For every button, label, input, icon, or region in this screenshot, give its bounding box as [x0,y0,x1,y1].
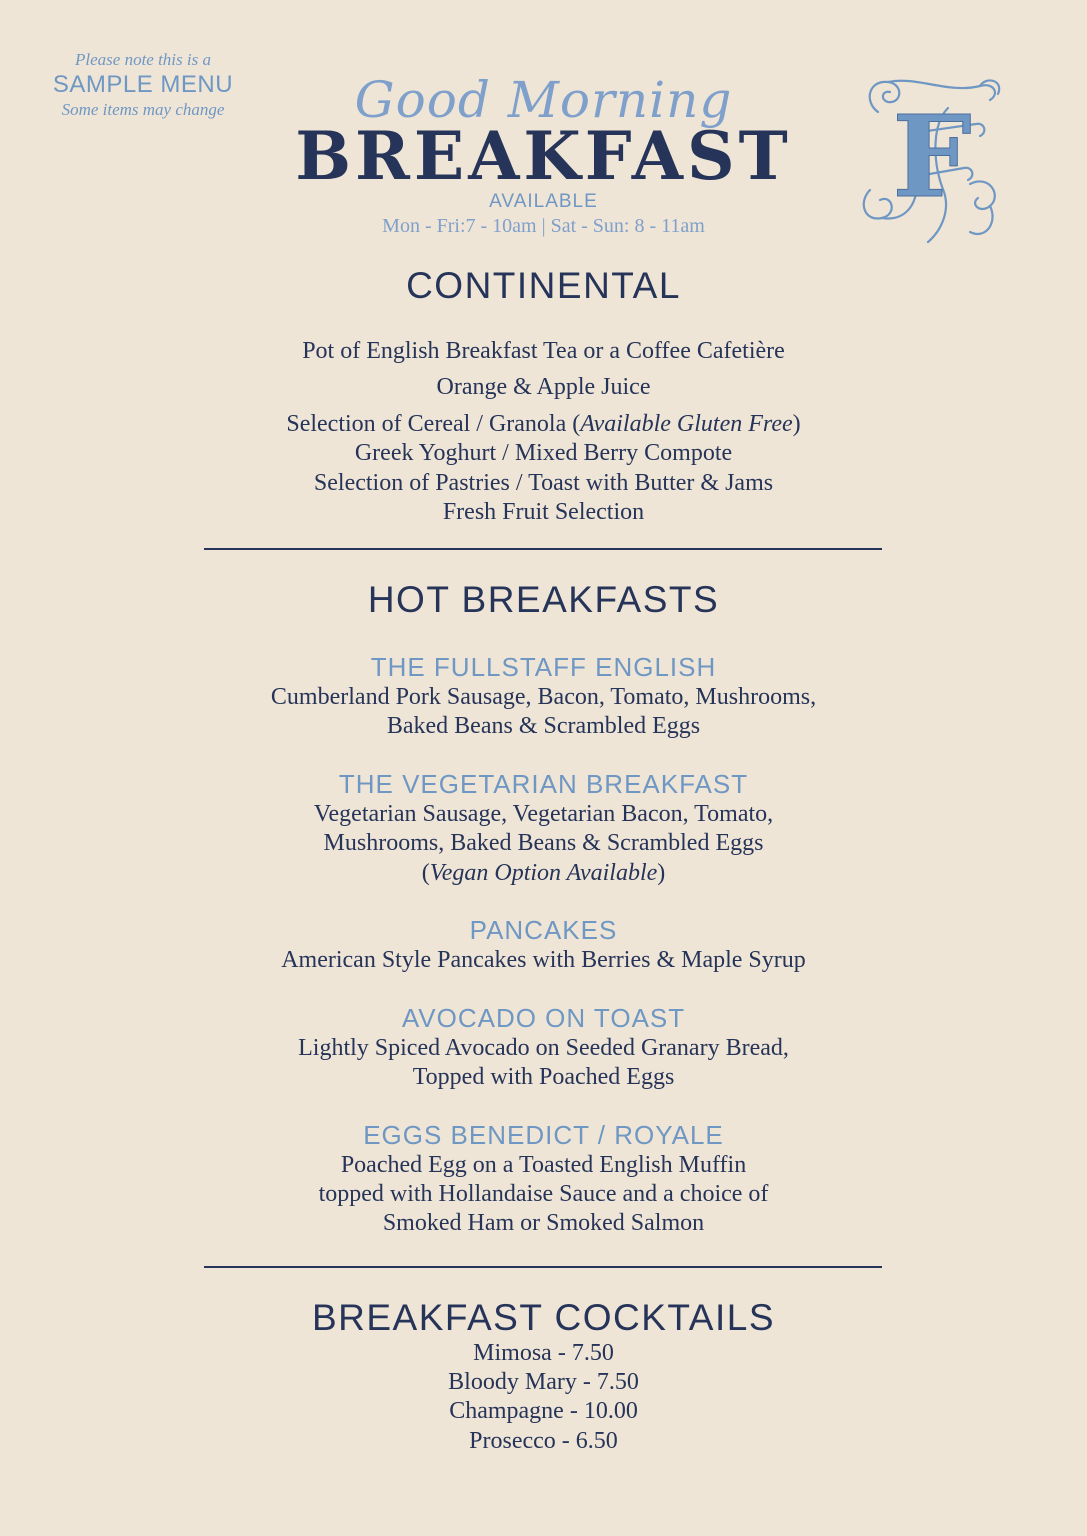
dish-pancakes-line-1: American Style Pancakes with Berries & Maple Syrup [281,947,806,973]
sample-note-title: SAMPLE MENU [52,71,234,98]
gluten-free-note: Available Gluten Free [580,411,793,437]
dish-pancakes-title: PANCAKES [469,915,618,945]
cocktail-item: Champagne - 10.00 [449,1398,638,1424]
monogram-letter: F [892,92,972,223]
dish-vegetarian-title: THE VEGETARIAN BREAKFAST [338,769,749,799]
sample-note-line-3: Some items may change [61,100,225,119]
cereal-close: ) [792,411,801,437]
continental-heading: CONTINENTAL [406,265,681,306]
dish-benedict-line-1: Poached Egg on a Toasted English Muffin [340,1152,747,1178]
cocktail-item: Bloody Mary - 7.50 [448,1369,639,1395]
script-heading: Good Morning [354,71,733,129]
hot-breakfasts-heading: HOT BREAKFASTS [367,579,720,620]
dish-benedict-title: EGGS BENEDICT / ROYALE [363,1120,724,1150]
continental-item-cereal [0,410,1087,439]
continental-item-yoghurt: Greek Yoghurt / Mixed Berry Compote [354,440,733,466]
continental-item-pastries: Selection of Pastries / Toast with Butter & Jams [313,470,774,496]
dish-vegetarian-vegan-note [0,859,1087,888]
dish-vegetarian-line-2: Mushrooms, Baked Beans & Scrambled Eggs [323,830,764,856]
continental-item-fruit: Fresh Fruit Selection [442,499,645,525]
dish-avocado-title: AVOCADO ON TOAST [401,1003,686,1033]
cocktail-item: Prosecco - 6.50 [469,1428,618,1454]
cocktails-heading: BREAKFAST COCKTAILS [311,1297,776,1338]
dish-english-line-2: Baked Beans & Scrambled Eggs [386,713,701,739]
dish-vegetarian-line-1: Vegetarian Sausage, Vegetarian Bacon, Tomato, [313,801,774,827]
continental-item-juice: Orange & Apple Juice [436,374,651,400]
dish-benedict-line-2: topped with Hollandaise Sauce and a choice of [318,1181,769,1207]
dish-avocado-line-2: Topped with Poached Eggs [412,1064,675,1090]
cereal-text: Selection of Cereal / Granola ( [286,411,581,437]
menu-title: BREAKFAST [295,117,792,195]
dish-english-line-1: Cumberland Pork Sausage, Bacon, Tomato, Mushrooms, [270,684,817,710]
ornate-letter-f-monogram-icon [858,72,1006,250]
dish-benedict-line-3: Smoked Ham or Smoked Salmon [382,1210,705,1236]
availability-hours: Mon - Fri:7 - 10am | Sat - Sun: 8 - 11am [382,215,705,237]
availability-label: AVAILABLE [489,191,598,212]
dish-english-title: THE FULLSTAFF ENGLISH [370,652,717,682]
continental-item-tea: Pot of English Breakfast Tea or a Coffee Cafetière [302,338,785,364]
cocktail-item: Mimosa - 7.50 [473,1340,614,1366]
vegan-close: ) [657,860,666,886]
sample-note-line-1: Please note this is a [75,50,211,69]
vegan-open: ( [421,860,430,886]
dish-avocado-line-1: Lightly Spiced Avocado on Seeded Granary Bread, [298,1035,789,1061]
section-divider [204,1266,882,1268]
section-divider [204,548,882,550]
vegan-option-note: Vegan Option Available [429,860,658,886]
